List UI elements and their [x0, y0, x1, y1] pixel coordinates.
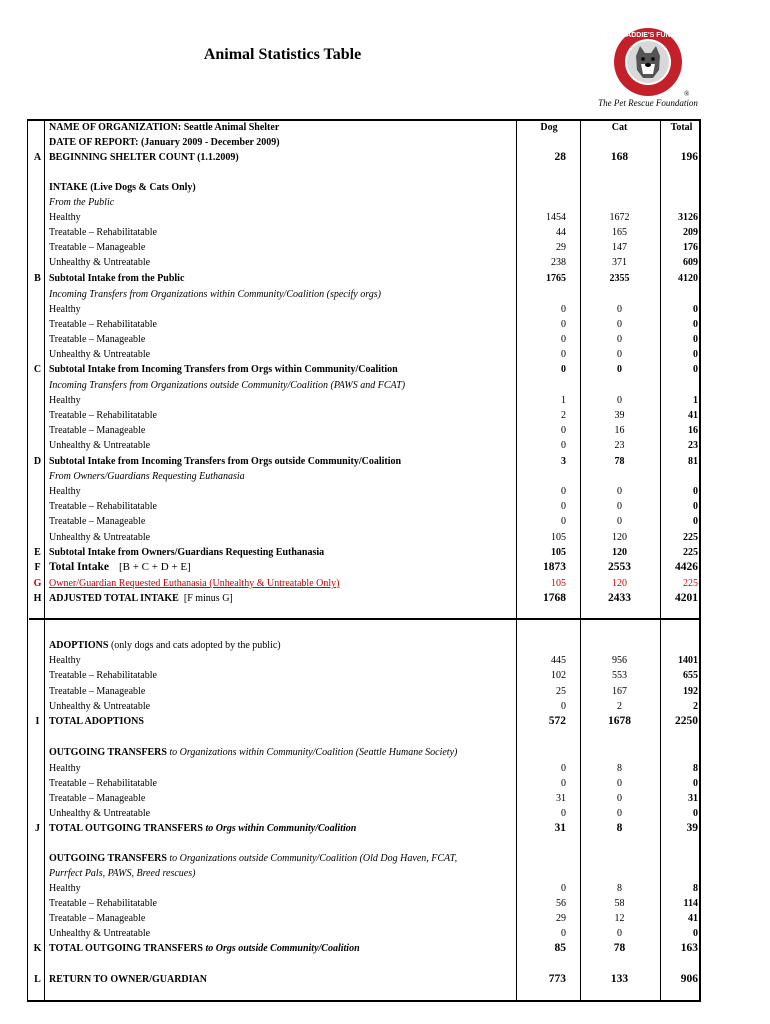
table-row: Treatable – Manageable 0 16 16: [49, 425, 698, 436]
subsection-heading: From the Public: [49, 197, 115, 208]
section-divider: [29, 618, 700, 620]
maddies-fund-logo: [598, 26, 698, 116]
table-row: Treatable – Rehabilitatable 56 58 114: [49, 898, 698, 909]
table-row: Treatable – Rehabilitatable 0 0 0: [49, 319, 698, 330]
table-row: Treatable – Rehabilitatable 102 553 655: [49, 670, 698, 681]
adjusted-intake-row: H ADJUSTED TOTAL INTAKE [F minus G] 1768 2433 4201: [33, 592, 698, 604]
section-heading: INTAKE (Live Dogs & Cats Only): [49, 182, 196, 193]
table-row: Healthy 0 8 8: [49, 883, 698, 894]
report-date: DATE OF REPORT: (January 2009 - December 2009): [49, 137, 280, 148]
table-row: Unhealthy & Untreatable 105 120 225: [49, 532, 698, 543]
table-row: Treatable – Manageable 31 0 31: [49, 793, 698, 804]
table-row: Unhealthy & Untreatable 0 0 0: [49, 349, 698, 360]
total-intake-row: F Total Intake [B + C + D + E] 1873 2553 4426: [34, 561, 698, 573]
column-header-dog: Dog: [540, 122, 558, 133]
section-heading: ADOPTIONS (only dogs and cats adopted by the public): [49, 640, 281, 651]
organization-name: NAME OF ORGANIZATION: Seattle Animal Shelter: [49, 122, 280, 133]
table-row: Treatable – Manageable 0 0 0: [49, 334, 698, 345]
subsection-heading: From Owners/Guardians Requesting Euthanasia: [49, 471, 245, 482]
column-header-cat: Cat: [611, 122, 628, 133]
svg-text:MADDIE'S FUND: MADDIE'S FUND: [620, 32, 676, 39]
subtotal-row: C Subtotal Intake from Incoming Transfers from Orgs within Community/Coalition 0 0 0: [33, 364, 698, 375]
table-row: [29, 135, 700, 150]
table-row: Treatable – Manageable 29 147 176: [49, 242, 698, 253]
logo-tagline: The Pet Rescue Foundation: [598, 98, 698, 108]
table-row: Healthy 0 0 0: [49, 304, 698, 315]
total-row: K TOTAL OUTGOING TRANSFERS to Orgs outside Community/Coalition 85 78 163: [33, 942, 698, 954]
section-heading: OUTGOING TRANSFERS to Organizations outside Community/Coalition (Old Dog Haven, FCAT,: [49, 853, 458, 864]
table-row: Treatable – Manageable 0 0 0: [49, 516, 698, 527]
subtotal-row: B Subtotal Intake from the Public 1765 2355 4120: [34, 273, 698, 284]
beginning-count-row: A BEGINNING SHELTER COUNT (1.1.2009) 28 168 196: [33, 151, 698, 163]
table-row: Treatable – Rehabilitatable 2 39 41: [49, 410, 698, 421]
subtotal-row: E Subtotal Intake from Owners/Guardians Requesting Euthanasia 105 120 225: [34, 547, 698, 558]
page-title: Animal Statistics Table: [203, 46, 362, 63]
table-row: Unhealthy & Untreatable 0 2 2: [49, 701, 698, 712]
euthanasia-row: G Owner/Guardian Requested Euthanasia (Unhealthy & Untreatable Only) 105 120 225: [33, 578, 698, 589]
table-row: Unhealthy & Untreatable 0 23 23: [49, 440, 698, 451]
subsection-heading: Incoming Transfers from Organizations outside Community/Coalition (PAWS and FCAT): [49, 380, 406, 391]
total-row: J TOTAL OUTGOING TRANSFERS to Orgs within Community/Coalition 31 8 39: [35, 822, 698, 834]
table-row: Unhealthy & Untreatable 0 0 0: [49, 808, 698, 819]
column-header-total: Total: [670, 122, 693, 133]
table-row: Treatable – Manageable 25 167 192: [49, 686, 698, 697]
table-row: Treatable – Manageable 29 12 41: [49, 913, 698, 924]
subtotal-row: D Subtotal Intake from Incoming Transfers from Orgs outside Community/Coalition 3 78 81: [33, 456, 698, 467]
table-row: Healthy 1 0 1: [49, 395, 698, 406]
dog-seal-icon: [612, 26, 684, 98]
table-row: Healthy 445 956 1401: [49, 655, 698, 666]
return-to-owner-row: L RETURN TO OWNER/GUARDIAN 773 133 906: [34, 973, 698, 985]
table-row: Treatable – Rehabilitatable 44 165 209: [49, 227, 698, 238]
registered-mark: ®: [684, 90, 690, 98]
table-row: Unhealthy & Untreatable 0 0 0: [49, 928, 698, 939]
table-header-row: [29, 120, 700, 135]
total-row: I TOTAL ADOPTIONS 572 1678 2250: [35, 715, 698, 727]
subsection-heading: Incoming Transfers from Organizations within Community/Coalition (specify orgs): [49, 289, 381, 300]
table-row: Healthy 0 8 8: [49, 763, 698, 774]
section-heading: OUTGOING TRANSFERS to Organizations within Community/Coalition (Seattle Humane Society): [49, 747, 458, 758]
section-heading-continued: Purrfect Pals, PAWS, Breed rescues): [49, 868, 196, 879]
table-row: Unhealthy & Untreatable 238 371 609: [49, 257, 698, 268]
table-row: Treatable – Rehabilitatable 0 0 0: [49, 501, 698, 512]
table-row: Healthy 1454 1672 3126: [49, 212, 698, 223]
table-row: Treatable – Rehabilitatable 0 0 0: [49, 778, 698, 789]
table-row: Healthy 0 0 0: [49, 486, 698, 497]
